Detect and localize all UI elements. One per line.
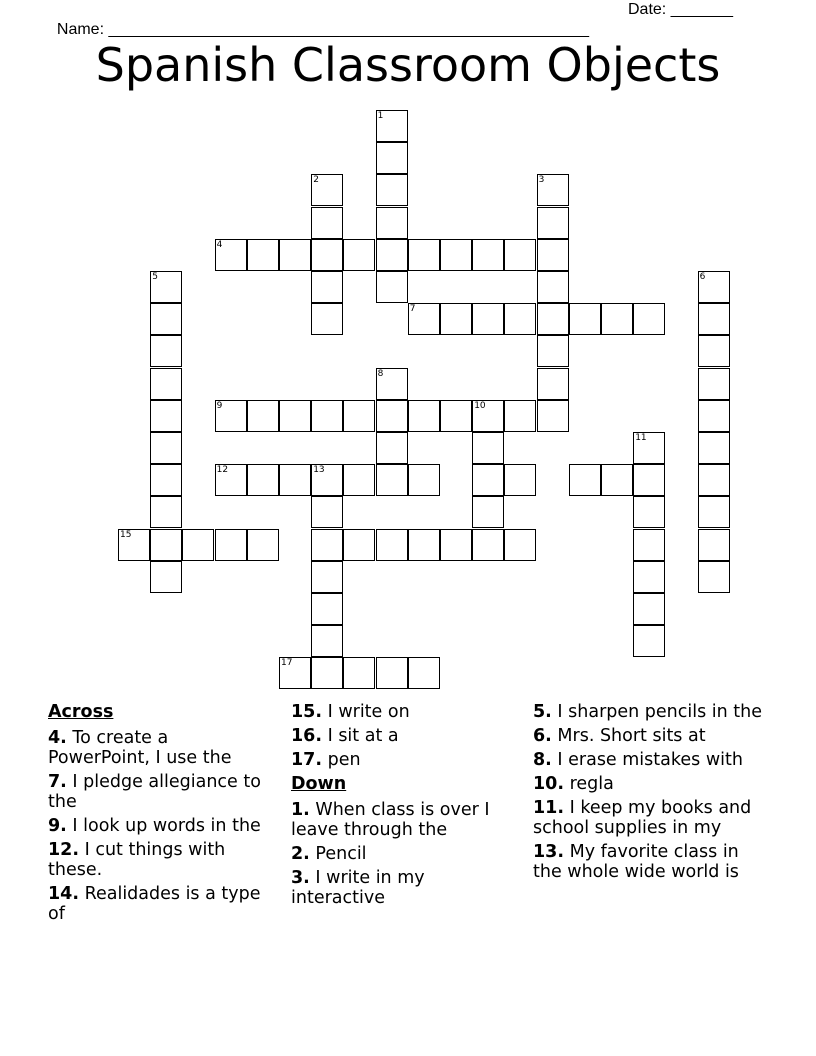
grid-cell[interactable] <box>215 239 247 271</box>
grid-cell[interactable] <box>343 657 375 689</box>
grid-cell[interactable] <box>150 271 182 303</box>
clue-number: 7. <box>48 772 67 792</box>
grid-cell[interactable] <box>311 271 343 303</box>
grid-cell[interactable] <box>537 207 569 239</box>
clue-down-13 <box>533 842 768 882</box>
cell-number: 5 <box>152 272 158 282</box>
clue-across-4 <box>48 728 263 768</box>
clue-across-16 <box>291 726 516 746</box>
cell-number: 4 <box>216 239 223 250</box>
grid-cell[interactable] <box>537 335 569 367</box>
grid-cell[interactable] <box>504 464 536 496</box>
clue-across-17 <box>291 750 516 770</box>
cell-number: 8 <box>377 368 384 379</box>
clue-across-14 <box>48 884 263 924</box>
grid-cell[interactable] <box>537 303 569 335</box>
clue-number: 2. <box>291 844 310 864</box>
cell-number: 7 <box>409 304 416 315</box>
clue-column-3 <box>533 702 768 886</box>
clue-text: When class is over I leave through the <box>291 800 490 840</box>
clue-number: 10. <box>533 774 565 794</box>
clue-text: I look up words in the <box>72 816 261 836</box>
grid-cell[interactable] <box>472 303 504 335</box>
grid-cell[interactable] <box>633 303 665 335</box>
grid-cell[interactable] <box>150 368 182 400</box>
grid-cell[interactable] <box>633 561 665 593</box>
grid-cell[interactable] <box>311 625 343 657</box>
cell-number: 10 <box>474 400 486 411</box>
clue-text: pen <box>327 750 361 770</box>
cell-number: 13 <box>313 465 325 476</box>
grid-cell[interactable] <box>247 239 279 271</box>
grid-cell[interactable] <box>311 529 343 561</box>
cell-number: 2 <box>313 175 319 186</box>
grid-cell[interactable] <box>537 174 569 206</box>
clue-number: 13. <box>533 842 565 862</box>
clue-down-11 <box>533 798 768 838</box>
grid-cell[interactable] <box>601 303 633 335</box>
down-heading: Down <box>291 774 347 794</box>
grid-cell[interactable] <box>633 432 665 464</box>
grid-cell[interactable] <box>537 271 569 303</box>
clue-down-2 <box>291 844 516 864</box>
grid-cell[interactable] <box>343 400 375 432</box>
cell-number: 12 <box>216 465 229 476</box>
grid-cell[interactable] <box>472 496 504 528</box>
clue-number: 11. <box>533 798 565 818</box>
grid-cell[interactable] <box>537 400 569 432</box>
grid-cell[interactable] <box>633 496 665 528</box>
cell-number: 15 <box>120 529 132 540</box>
grid-cell[interactable] <box>698 400 730 432</box>
cell-number: 6 <box>699 272 706 282</box>
grid-cell[interactable] <box>376 174 408 206</box>
grid-cell[interactable] <box>633 625 665 657</box>
grid-cell[interactable] <box>537 239 569 271</box>
grid-cell[interactable] <box>376 271 408 303</box>
clue-down-6 <box>533 726 768 746</box>
clue-number: 4. <box>48 728 67 748</box>
clue-number: 1. <box>291 800 310 820</box>
grid-cell[interactable] <box>247 464 279 496</box>
grid-cell[interactable] <box>376 400 408 432</box>
grid-cell[interactable] <box>698 496 730 528</box>
grid-cell[interactable] <box>215 464 247 496</box>
grid-cell[interactable] <box>472 529 504 561</box>
clue-number: 8. <box>533 750 552 770</box>
clue-text: My favorite class in the whole wide world is <box>533 842 739 882</box>
grid-cell[interactable] <box>698 303 730 335</box>
grid-cell[interactable] <box>343 464 375 496</box>
grid-cell[interactable] <box>408 464 440 496</box>
grid-cell[interactable] <box>150 496 182 528</box>
grid-cell[interactable] <box>279 400 311 432</box>
grid-cell[interactable] <box>311 464 343 496</box>
grid-cell[interactable] <box>311 303 343 335</box>
clue-text: I erase mistakes with <box>557 750 743 770</box>
grid-cell[interactable] <box>408 303 440 335</box>
clue-text: I sit at a <box>327 726 399 746</box>
cell-number: 1 <box>377 111 384 121</box>
clue-text: I write in my interactive <box>291 868 425 908</box>
grid-cell[interactable] <box>376 110 408 142</box>
clue-text: I cut things with these. <box>48 840 226 880</box>
grid-cell[interactable] <box>247 529 279 561</box>
grid-cell[interactable] <box>279 657 311 689</box>
clue-across-9 <box>48 816 263 836</box>
grid-cell[interactable] <box>279 239 311 271</box>
clue-text: To create a PowerPoint, I use the <box>48 728 232 768</box>
grid-cell[interactable] <box>440 400 472 432</box>
grid-cell[interactable] <box>247 400 279 432</box>
grid-cell[interactable] <box>118 529 150 561</box>
grid-cell[interactable] <box>311 207 343 239</box>
clue-number: 16. <box>291 726 323 746</box>
across-heading: Across <box>48 702 114 722</box>
clue-down-3 <box>291 868 516 908</box>
clue-text: regla <box>569 774 614 794</box>
clue-down-10 <box>533 774 768 794</box>
grid-cell[interactable] <box>472 432 504 464</box>
grid-cell[interactable] <box>698 271 730 303</box>
grid-cell[interactable] <box>150 464 182 496</box>
clue-number: 9. <box>48 816 67 836</box>
grid-cell[interactable] <box>311 174 343 206</box>
grid-cell[interactable] <box>698 432 730 464</box>
grid-cell[interactable] <box>311 400 343 432</box>
grid-cell[interactable] <box>376 239 408 271</box>
grid-cell[interactable] <box>633 529 665 561</box>
grid-cell[interactable] <box>215 529 247 561</box>
clue-down-1 <box>291 800 516 840</box>
grid-cell[interactable] <box>376 432 408 464</box>
cell-number: 3 <box>538 175 545 186</box>
clue-number: 5. <box>533 702 552 722</box>
grid-cell[interactable] <box>376 142 408 174</box>
grid-cell[interactable] <box>440 303 472 335</box>
grid-cell[interactable] <box>537 368 569 400</box>
clue-across-7 <box>48 772 263 812</box>
grid-cell[interactable] <box>472 464 504 496</box>
clue-text: Pencil <box>315 844 367 864</box>
grid-cell[interactable] <box>376 368 408 400</box>
grid-cell[interactable] <box>150 561 182 593</box>
grid-cell[interactable] <box>698 335 730 367</box>
grid-cell[interactable] <box>472 400 504 432</box>
grid-cell[interactable] <box>504 303 536 335</box>
name-field[interactable]: Name: ______________________________________________________ <box>56 21 589 38</box>
grid-cell[interactable] <box>408 239 440 271</box>
grid-cell[interactable] <box>311 657 343 689</box>
clue-text: Realidades is a type of <box>48 884 261 924</box>
grid-cell[interactable] <box>504 400 536 432</box>
grid-cell[interactable] <box>698 368 730 400</box>
grid-cell[interactable] <box>150 335 182 367</box>
grid-cell[interactable] <box>633 593 665 625</box>
clue-down-8 <box>533 750 768 770</box>
clue-number: 6. <box>533 726 552 746</box>
grid-cell[interactable] <box>343 529 375 561</box>
grid-cell[interactable] <box>440 529 472 561</box>
clue-text: I pledge allegiance to the <box>48 772 261 812</box>
grid-cell[interactable] <box>311 561 343 593</box>
grid-cell[interactable] <box>569 303 601 335</box>
clue-number: 14. <box>48 884 80 904</box>
clue-column-2 <box>291 702 516 912</box>
clue-text: I keep my books and school supplies in my <box>533 798 752 838</box>
grid-cell[interactable] <box>698 529 730 561</box>
clue-across-12 <box>48 840 263 880</box>
cell-number: 9 <box>216 400 223 411</box>
page-title: Spanish Classroom Objects <box>95 38 721 92</box>
clue-text: I write on <box>327 702 410 722</box>
grid-cell[interactable] <box>569 464 601 496</box>
grid-cell[interactable] <box>601 464 633 496</box>
grid-cell[interactable] <box>311 496 343 528</box>
grid-cell[interactable] <box>504 239 536 271</box>
grid-cell[interactable] <box>376 657 408 689</box>
clue-number: 12. <box>48 840 80 860</box>
clue-number: 15. <box>291 702 323 722</box>
grid-cell[interactable] <box>408 400 440 432</box>
date-field[interactable]: Date: _______ <box>628 1 733 18</box>
clue-text: Mrs. Short sits at <box>557 726 706 746</box>
grid-cell[interactable] <box>698 561 730 593</box>
clue-number: 17. <box>291 750 323 770</box>
grid-cell[interactable] <box>376 529 408 561</box>
grid-cell[interactable] <box>504 529 536 561</box>
grid-cell[interactable] <box>279 464 311 496</box>
grid-cell[interactable] <box>311 239 343 271</box>
grid-cell[interactable] <box>698 464 730 496</box>
grid-cell[interactable] <box>633 464 665 496</box>
grid-cell[interactable] <box>376 207 408 239</box>
clue-column-1 <box>48 702 263 928</box>
grid-cell[interactable] <box>182 529 214 561</box>
grid-cell[interactable] <box>150 529 182 561</box>
grid-cell[interactable] <box>408 657 440 689</box>
grid-cell[interactable] <box>472 239 504 271</box>
grid-cell[interactable] <box>343 239 375 271</box>
clue-text: I sharpen pencils in the <box>557 702 763 722</box>
grid-cell[interactable] <box>440 239 472 271</box>
grid-cell[interactable] <box>215 400 247 432</box>
grid-cell[interactable] <box>408 529 440 561</box>
clue-across-15 <box>291 702 516 722</box>
cell-number: 17 <box>281 658 293 669</box>
grid-cell[interactable] <box>150 400 182 432</box>
cell-number: 11 <box>635 433 647 443</box>
grid-cell[interactable] <box>150 303 182 335</box>
grid-cell[interactable] <box>376 464 408 496</box>
grid-cell[interactable] <box>311 593 343 625</box>
clue-down-5 <box>533 702 768 722</box>
grid-cell[interactable] <box>150 432 182 464</box>
clue-number: 3. <box>291 868 310 888</box>
